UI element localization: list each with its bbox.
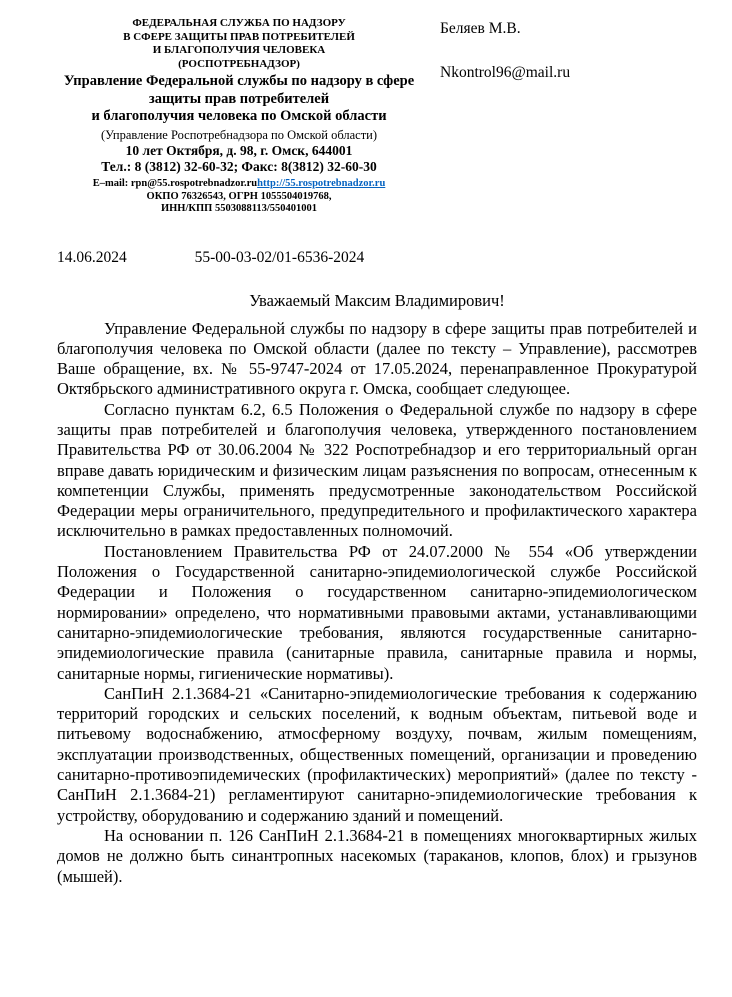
org-name-line: И БЛАГОПОЛУЧИЯ ЧЕЛОВЕКА bbox=[152, 44, 326, 56]
letter-number: 55-00-03-02/01-6536-2024 bbox=[194, 248, 365, 266]
org-email-line bbox=[38, 177, 440, 191]
letter-date: 14.06.2024 bbox=[57, 248, 127, 266]
recipient-email: Nkontrol96@mail.ru bbox=[440, 64, 571, 81]
letterhead bbox=[38, 17, 440, 216]
org-name-line: (РОСПОТРЕБНАДЗОР) bbox=[178, 57, 300, 70]
paragraph: Постановлением Правительства РФ от 24.07.2000 № 554 «Об утверждении Положения о Государственной санитарно-эпидемиологической службе Российской Федерации и Положения о государственном санитарно-эпидемиологическом нормировании» определено, что нормативными правовыми актами, устанавливающими санитарно-эпидемиологические требования, являются государственные санитарно-эпидемиологические правила (санитарные правила, санитарные правила и нормы, санитарные нормы, гигиенические нормативы). bbox=[57, 541, 697, 683]
department-name bbox=[38, 73, 440, 126]
paragraph: СанПиН 2.1.3684-21 «Санитарно-эпидемиологические требования к содержанию территорий городских и сельских поселений, к водным объектам, питьевой воде и питьевому водоснабжению, атмосферному воздуху, почвам, жилым помещениям, эксплуатации производственных, общественных помещений, организации и проведению санитарно-противоэпидемических (профилактических) мероприятий» (далее по тексту - СанПиН 2.1.3684-21) регламентируют санитарно-эпидемиологические требования к устройству, оборудованию и содержанию зданий и помещений. bbox=[57, 683, 697, 825]
paragraph: Управление Федеральной службы по надзору в сфере защиты прав потребителей и благополучия человека по Омской области (далее по тексту – Управление), рассмотрев Ваше обращение, вх. № 55-9747-2024 от 17.05.2024, перенаправленное Прокуратурой Октябрьского административного округа г. Омска, сообщает следующее. bbox=[57, 318, 697, 399]
letter-body bbox=[57, 319, 697, 887]
recipient-name: Беляев М.В. bbox=[440, 20, 521, 37]
department-name-line: защиты прав потребителей bbox=[148, 90, 330, 107]
org-address: 10 лет Октября, д. 98, г. Омск, 644001 bbox=[125, 142, 353, 158]
org-okpo-ogrn: ОКПО 76326543, ОГРН 1055504019768, bbox=[146, 190, 332, 202]
org-inn-kpp: ИНН/КПП 5503088113/550401001 bbox=[160, 203, 318, 214]
recipient-block bbox=[440, 17, 732, 216]
paragraph: Согласно пунктам 6.2, 6.5 Положения о Федеральной службе по надзору в сфере защиты прав потребителей и благополучия человека, утвержденного постановлением Правительства РФ от 30.06.2004 № 322 Роспотребнадзор и его территориальный орган вправе давать юридическим и физическим лицам разъяснения по вопросам, отнесенным к компетенции Службы, применять предусмотренные законодательством Российской Федерации меры ограничительного, предупредительного и профилактического характера исключительно в рамках предоставленных полномочий. bbox=[57, 399, 697, 541]
org-name bbox=[38, 17, 440, 71]
salutation: Уважаемый Максим Владимирович! bbox=[249, 290, 505, 310]
department-name-line: и благополучия человека по Омской области bbox=[91, 108, 387, 124]
department-name-line: Управление Федеральной службы по надзору в сфере bbox=[63, 73, 415, 89]
department-short-name: (Управление Роспотребнадзора по Омской области) bbox=[100, 127, 378, 142]
org-name-line: ФЕДЕРАЛЬНАЯ СЛУЖБА ПО НАДЗОРУ bbox=[132, 17, 346, 29]
letter-header bbox=[0, 0, 732, 216]
reference-line bbox=[57, 249, 732, 267]
org-name-line: В СФЕРЕ ЗАЩИТЫ ПРАВ ПОТРЕБИТЕЛЕЙ bbox=[123, 30, 355, 43]
paragraph: На основании п. 126 СанПиН 2.1.3684-21 в помещениях многоквартирных жилых домов не должно быть синантропных насекомых (тараканов, клопов, блох) и грызунов (мышей). bbox=[57, 825, 697, 886]
org-website-link[interactable]: http://55.rospotrebnadzor.ru bbox=[257, 177, 386, 189]
org-email-label: E–mail: rpn@55.rospotrebnadzor.ru bbox=[92, 177, 258, 189]
org-phone-fax: Тел.: 8 (3812) 32-60-32; Факс: 8(3812) 32-60-30 bbox=[101, 159, 377, 174]
